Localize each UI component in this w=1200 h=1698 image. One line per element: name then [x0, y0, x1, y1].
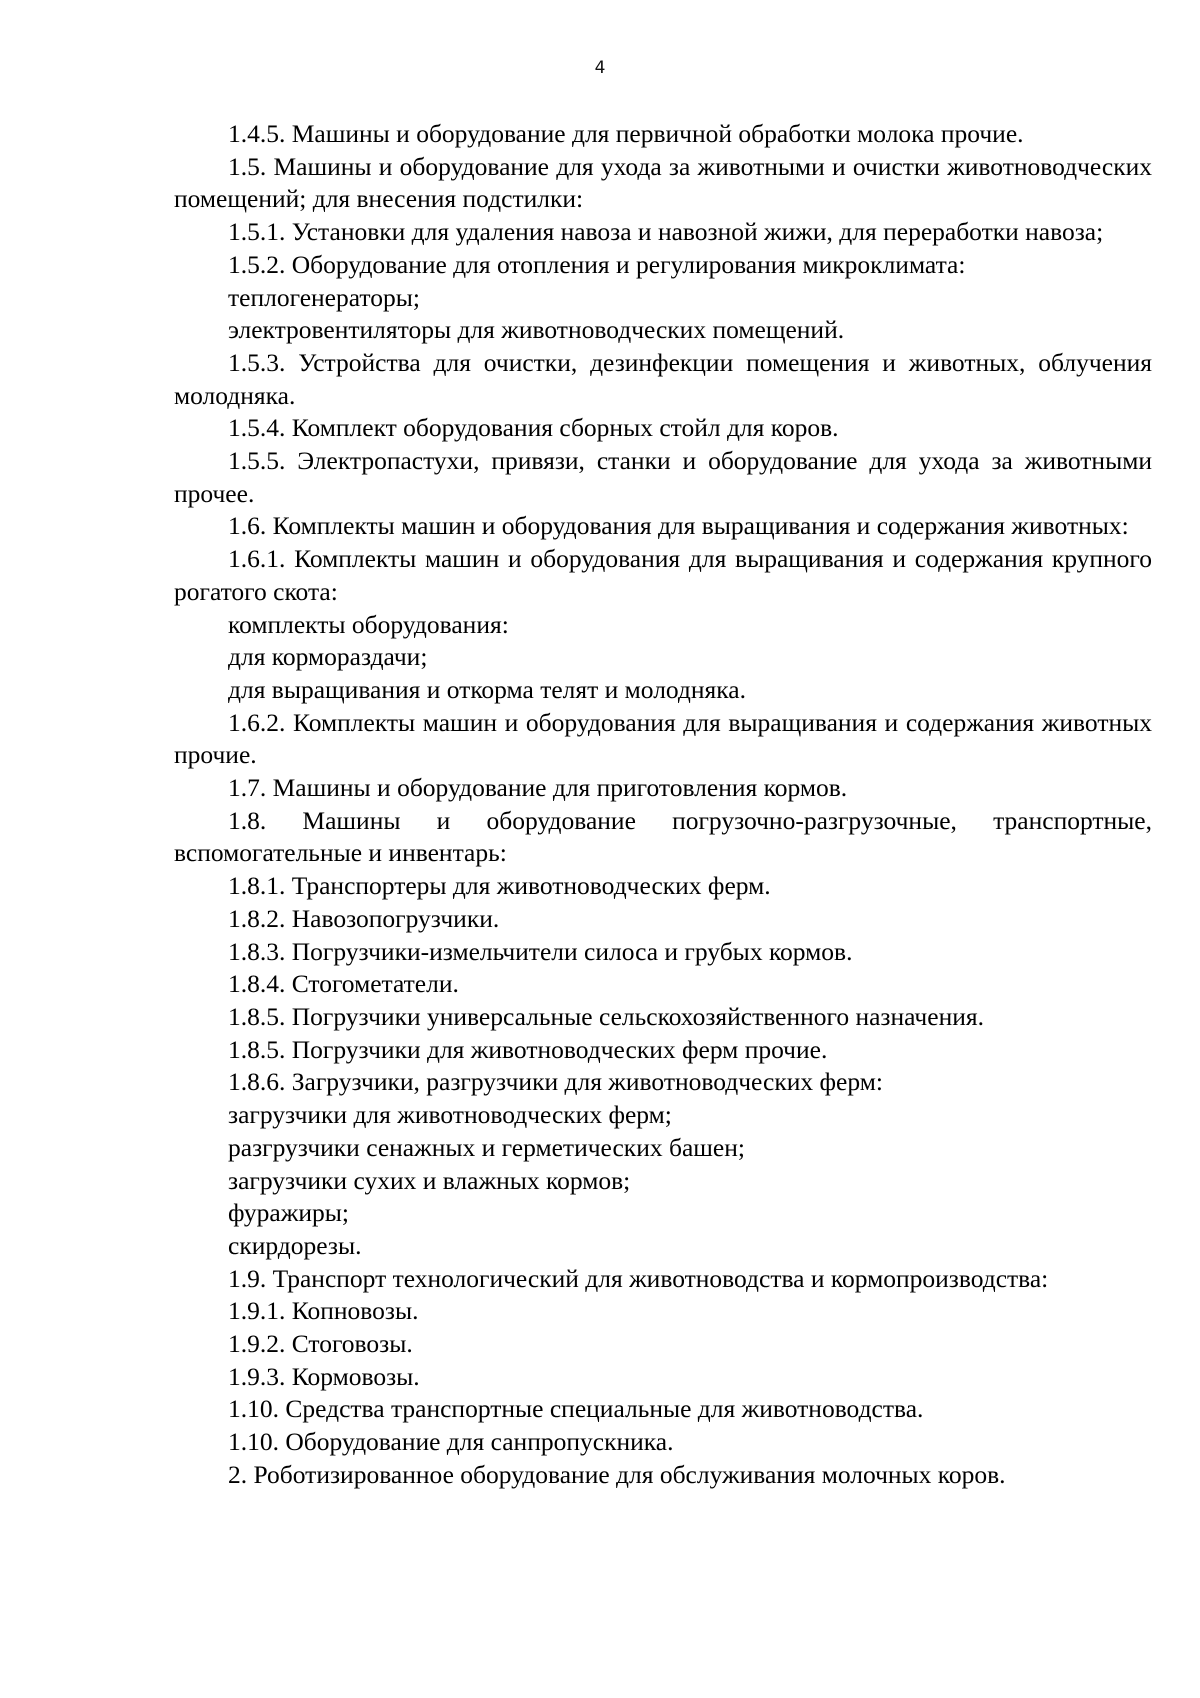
paragraph: 1.6. Комплекты машин и оборудования для выращивания и содержания животных:	[228, 511, 1129, 541]
paragraph: комплекты оборудования:	[228, 609, 509, 639]
paragraph: 1.9.3. Кормовозы.	[228, 1361, 420, 1391]
document-body	[174, 118, 1152, 1492]
paragraph: для выращивания и откорма телят и молодняка.	[228, 674, 746, 704]
paragraph: 1.5.2. Оборудование для отопления и регулирования микроклимата:	[228, 249, 966, 279]
paragraph: теплогенераторы;	[228, 282, 420, 312]
paragraph: 1.8.6. Загрузчики, разгрузчики для животноводческих ферм:	[228, 1067, 883, 1097]
paragraph: 1.8.2. Навозопогрузчики.	[228, 903, 500, 933]
paragraph: разгрузчики сенажных и герметических башен;	[228, 1132, 745, 1162]
paragraph: для кормораздачи;	[228, 642, 428, 672]
paragraph: 1.8.5. Погрузчики универсальные сельскохозяйственного назначения.	[228, 1001, 984, 1031]
paragraph: фуражиры;	[228, 1198, 349, 1228]
paragraph: 1.5.5. Электропастухи, привязи, станки и оборудование для ухода за животными прочее.	[174, 446, 1152, 508]
paragraph: 1.9.2. Стоговозы.	[228, 1329, 413, 1359]
paragraph: 1.5.3. Устройства для очистки, дезинфекции помещения и животных, облучения молодняка.	[174, 347, 1152, 410]
paragraph: 1.5. Машины и оборудование для ухода за животными и очистки животноводческих помещений; для внесения подстилки:	[174, 151, 1152, 214]
paragraph: 1.10. Средства транспортные специальные для животноводства.	[228, 1394, 924, 1424]
paragraph: 1.5.4. Комплект оборудования сборных стойл для коров.	[228, 413, 839, 443]
paragraph: скирдорезы.	[228, 1230, 362, 1260]
paragraph: 1.8.4. Стогометатели.	[228, 969, 459, 999]
paragraph: 2. Роботизированное оборудование для обслуживания молочных коров.	[228, 1459, 1006, 1489]
paragraph: 1.7. Машины и оборудование для приготовления кормов.	[228, 773, 848, 803]
paragraph: 1.8.5. Погрузчики для животноводческих ферм прочие.	[228, 1034, 828, 1064]
paragraph: 1.4.5. Машины и оборудование для первичной обработки молока прочие.	[228, 119, 1024, 148]
paragraph: 1.8.1. Транспортеры для животноводческих ферм.	[228, 871, 771, 901]
page-number: 4	[594, 58, 606, 78]
paragraph: 1.6.2. Комплекты машин и оборудования для выращивания и содержания животных прочие.	[174, 707, 1152, 770]
paragraph: загрузчики для животноводческих ферм;	[228, 1100, 672, 1130]
paragraph: 1.9.1. Копновозы.	[228, 1296, 419, 1326]
paragraph: 1.8. Машины и оборудование погрузочно-разгрузочные, транспортные, вспомогательные и инвентарь:	[174, 805, 1152, 868]
paragraph: 1.9. Транспорт технологический для животноводства и кормопроизводства:	[228, 1263, 1049, 1293]
paragraph: 1.10. Оборудование для санпропускника.	[228, 1427, 674, 1457]
paragraph: 1.8.3. Погрузчики-измельчители силоса и грубых кормов.	[228, 936, 853, 966]
paragraph: загрузчики сухих и влажных кормов;	[228, 1165, 631, 1195]
paragraph: 1.5.1. Установки для удаления навоза и навозной жижи, для переработки навоза;	[228, 217, 1104, 247]
paragraph: электровентиляторы для животноводческих помещений.	[228, 315, 845, 345]
paragraph: 1.6.1. Комплекты машин и оборудования для выращивания и содержания крупного рогатого скота:	[174, 544, 1152, 606]
